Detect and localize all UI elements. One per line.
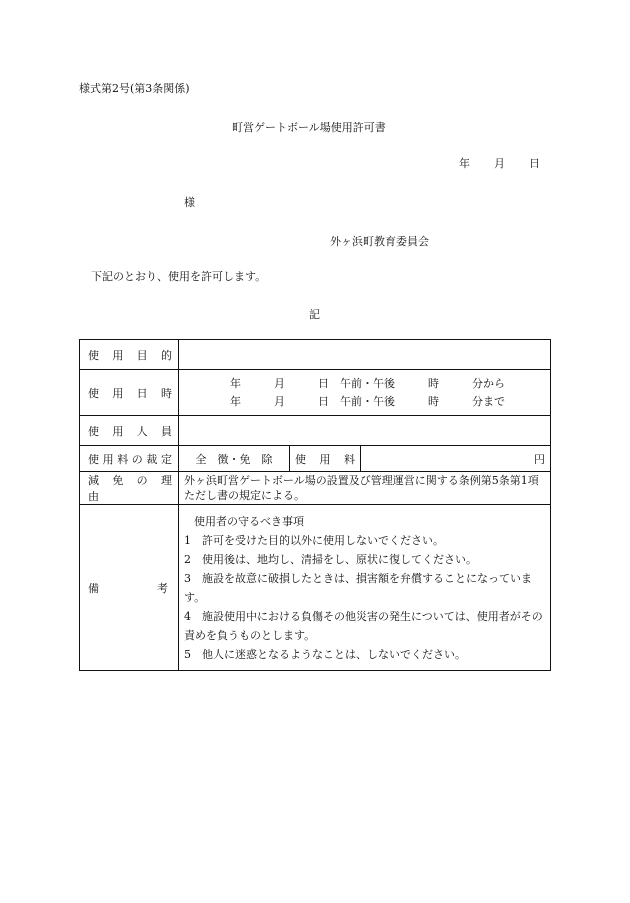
reduction-reason-label: 減 免 の 理 由 — [80, 472, 179, 505]
remarks-notes — [179, 505, 551, 671]
purpose-value — [179, 340, 551, 370]
date-line — [459, 155, 540, 171]
fee-label: 使 用 料 — [290, 446, 361, 471]
notes-heading: 使用者の守るべき事項 — [194, 514, 304, 528]
date-year: 年 — [459, 157, 470, 170]
fee-decision-label: 使用料の裁定 — [80, 446, 179, 472]
note-item: 1 許可を受けた目的以外に使用しないでください。 — [184, 533, 444, 547]
permit-table — [79, 339, 551, 671]
table-row — [80, 505, 551, 671]
table-row — [80, 370, 551, 416]
remarks-label-left: 備 — [88, 581, 99, 595]
datetime-value — [179, 370, 551, 416]
fee-unit: 円 — [361, 446, 551, 471]
table-row — [80, 416, 551, 446]
remarks-label — [80, 505, 179, 671]
fee-exemption-choice: 全 徴・免 除 — [195, 452, 273, 466]
persons-value — [179, 416, 551, 446]
date-day: 日 — [529, 157, 540, 170]
document-title: 町営ゲートボール場使用許可書 — [232, 121, 386, 134]
reduction-reason-text: 外ヶ浜町営ゲートボール場の設置及び管理運営に関する条例第5条第1項ただし書の規定による。 — [179, 472, 551, 505]
persons-label: 使 用 人 員 — [80, 416, 179, 446]
note-item: 4 施設使用中における負傷その他災害の発生については、使用者がその責めを負うものとします。 — [184, 609, 543, 642]
note-item: 5 他人に迷惑となるようなことは、しないでください。 — [184, 647, 466, 661]
ki-heading: 記 — [309, 308, 320, 321]
date-month: 月 — [494, 157, 505, 170]
datetime-to: 年 月 日 午前・午後 時 分まで — [230, 394, 505, 408]
datetime-label: 使 用 日 時 — [80, 370, 179, 416]
intro-text: 下記のとおり、使用を許可します。 — [91, 270, 267, 283]
purpose-label: 使 用 目 的 — [80, 340, 179, 370]
table-row — [80, 472, 551, 505]
datetime-from: 年 月 日 午前・午後 時 分から — [230, 376, 505, 390]
table-row — [80, 446, 551, 472]
table-row — [80, 340, 551, 370]
form-number: 様式第2号(第3条関係) — [79, 82, 190, 95]
note-item: 2 使用後は、地均し、清掃をし、原状に復してください。 — [184, 552, 477, 566]
fee-subtable — [179, 446, 550, 471]
issuer-name: 外ヶ浜町教育委員会 — [330, 235, 429, 248]
note-item: 3 施設を故意に破損したときは、損害額を弁償することになっています。 — [184, 571, 532, 604]
fee-cell — [179, 446, 551, 472]
addressee-suffix: 様 — [184, 196, 195, 209]
remarks-label-right: 考 — [157, 581, 168, 595]
